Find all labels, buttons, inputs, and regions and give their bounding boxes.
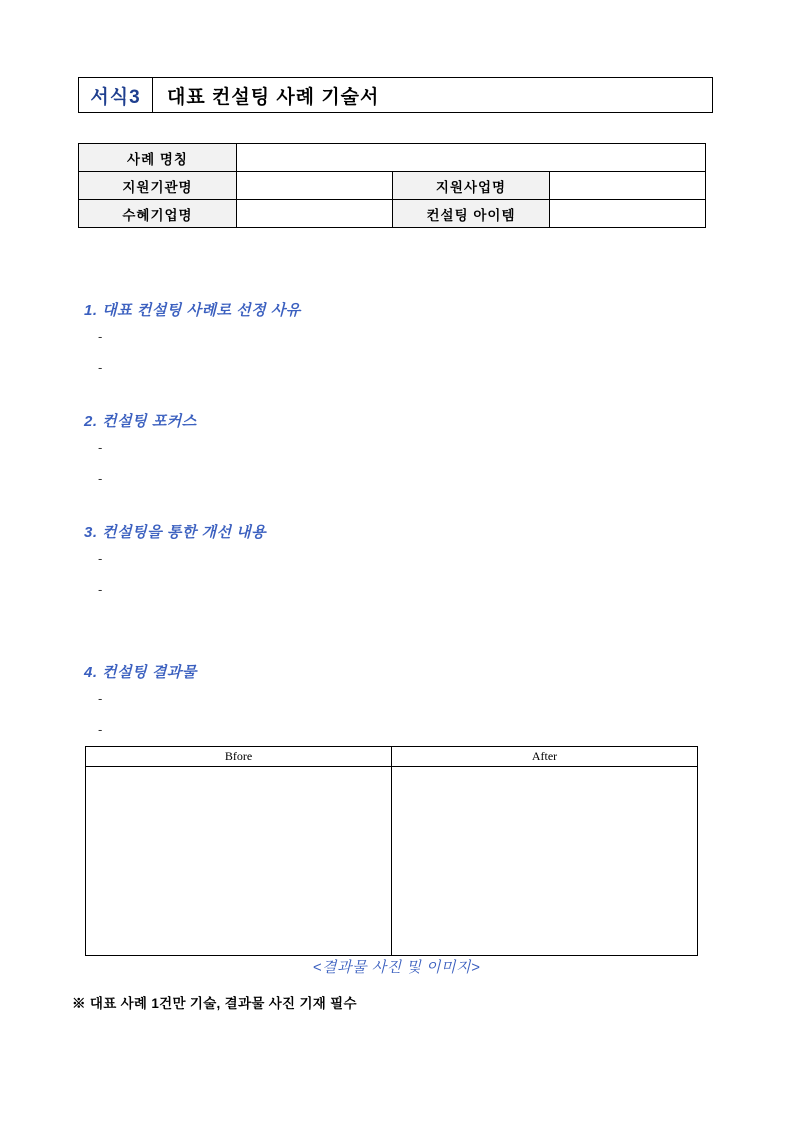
- info-label-support-project: 지원사업명: [393, 172, 549, 200]
- table-row: [79, 172, 706, 200]
- section-2: [84, 410, 197, 485]
- section-3-title: 3. 컨설팅을 통한 개선 내용: [84, 524, 267, 541]
- table-row: [79, 144, 706, 172]
- info-label-consulting-item: 컨설팅 아이템: [393, 200, 549, 228]
- section-2-title: 2. 컨설팅 포커스: [84, 413, 197, 430]
- section-2-bullet-2[interactable]: -: [98, 471, 103, 486]
- info-value-beneficiary[interactable]: [237, 200, 393, 228]
- section-2-bullet-1[interactable]: -: [98, 440, 103, 455]
- info-label-beneficiary: 수혜기업명: [79, 200, 237, 228]
- before-image-cell[interactable]: [86, 767, 392, 956]
- section-1-title: 1. 대표 컨설팅 사례로 선정 사유: [84, 302, 301, 319]
- table-header-row: [86, 747, 698, 767]
- info-value-consulting-item[interactable]: [549, 200, 705, 228]
- before-header: Bfore: [86, 747, 392, 767]
- section-1-bullet-1[interactable]: -: [98, 329, 103, 344]
- section-3-bullet-2[interactable]: -: [98, 582, 103, 597]
- section-4-bullet-2[interactable]: -: [98, 722, 103, 737]
- info-value-support-org[interactable]: [237, 172, 393, 200]
- footer-note: ※ 대표 사례 1건만 기술, 결과물 사진 기재 필수: [72, 996, 357, 1011]
- form-title-row: [78, 77, 713, 113]
- table-row: [79, 200, 706, 228]
- section-3-bullet-1[interactable]: -: [98, 551, 103, 566]
- after-header: After: [392, 747, 698, 767]
- image-caption: <결과물 사진 및 이미지>: [312, 959, 481, 976]
- after-image-cell[interactable]: [392, 767, 698, 956]
- info-table: [78, 143, 706, 228]
- info-label-case-name: 사례 명칭: [79, 144, 237, 172]
- section-4-title: 4. 컨설팅 결과물: [84, 664, 197, 681]
- section-1: [84, 299, 301, 374]
- page-title: 대표 컨설팅 사례 기술서: [153, 77, 713, 113]
- table-row: [86, 767, 698, 956]
- info-value-support-project[interactable]: [549, 172, 705, 200]
- section-3: [84, 521, 266, 596]
- before-after-table: [85, 746, 698, 956]
- info-label-support-org: 지원기관명: [79, 172, 237, 200]
- section-1-bullet-2[interactable]: -: [98, 360, 103, 375]
- form-tag: 서식3: [78, 77, 153, 113]
- section-4: [84, 661, 197, 736]
- section-4-bullet-1[interactable]: -: [98, 691, 103, 706]
- info-value-case-name[interactable]: [237, 144, 706, 172]
